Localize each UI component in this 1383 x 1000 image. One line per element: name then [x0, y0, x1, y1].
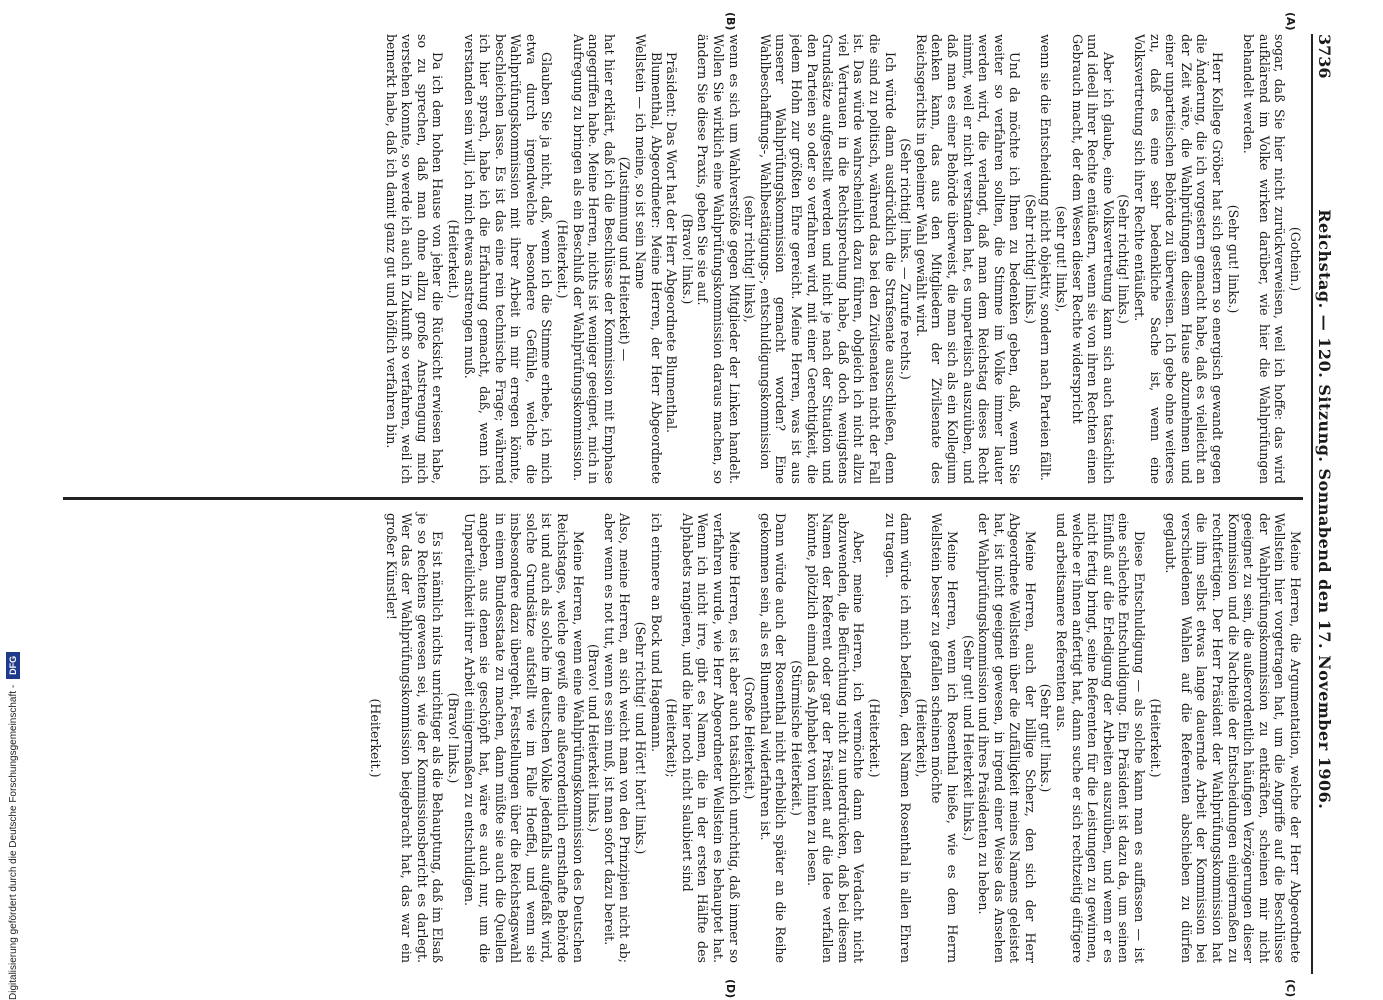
interjection: (sehr gut! links),: [1054, 205, 1070, 313]
left-column: [63, 34, 1303, 493]
page-number: 3736: [1315, 34, 1334, 79]
margin-marker-d: (D): [724, 979, 737, 999]
interjection: (Bravo! links.): [679, 213, 695, 305]
interjection: (sehr richtig! links),: [742, 195, 758, 323]
paragraph: Ich würde dann ausdrücklich die Strafsenate ausschließen, denn die sind zu politisch, während das bei den Zivilsenaten nicht der Fall ist. Das würde wahrscheinlich dazu führen, obgleich ich nicht allzu viel Vertrauen in die Rechtsprechung habe, daß doch wenigstens Grundsätze aufgestellt werden und nicht je nach der Situation und den Parteien so oder so verfahren wird, mit einer Gerechtigkeit, die jedem Hohn zur größten Ehre gereicht. Meine Herren, was ist aus unserer Wahlprüfungskommission gemacht worden? Eine Wahlbeschaffungs-, Wahlbestätigungs-, entschuldigungskommission: [757, 34, 898, 484]
interjection: (Sehr gut! links.): [1225, 204, 1241, 314]
paragraph: hat hier erklärt, daß ich die Beschlüsse der Kommission mit Emphase angegriffen habe. Meine Herren, nichts ist weniger geeignet, mich in Aufregung zu bringen als ein Beschluß der Wahlprüfungskommission.: [570, 34, 617, 484]
page-title: Reichstag. — 120. Sitzung. Sonnabend den 17. November 1906.: [1315, 209, 1334, 810]
interjection: (Heiterkeit.): [1147, 698, 1163, 778]
interjection: (Stürmische Heiterkeit.): [789, 660, 804, 816]
paragraph: Aber, meine Herren, ich vermöchte dann den Verdacht nicht abzuwenden, die Befürchtung nicht zu unterdrücken, daß bei diesem Namen der Referent oder gar der Präsident auf die Idee verfallen könnte, plötzlich einmal das Alphabet von hinten zu lesen.: [804, 513, 867, 963]
interjection: (Heiterkeit.): [866, 698, 882, 778]
interjection: (Sehr richtig! und Hört! hört! links.): [633, 621, 649, 855]
paragraph: ich erinnere an Bock und Hagemann.: [648, 513, 664, 752]
paragraph: Glauben Sie ja nicht, daß, wenn ich die Stimme erhebe, ich mich etwa durch irgendwelche besondere Gefühle, welche die Wahlprüfungskommission mit ihrer Arbeit in mir erregen könnte, beschleichen lasse. Es ist das eine rein technische Frage; während ich hier sprach, habe ich die Erfahrung gemacht, daß, wenn ich verstanden sein will, ich mich etwas anstrengen muß.: [461, 34, 555, 484]
margin-marker-c: (C): [1284, 979, 1297, 998]
paragraph: Präsident: Das Wort hat der Herr Abgeordnete Blumenthal.: [664, 52, 680, 433]
dfg-logo: DFG: [6, 652, 20, 679]
text-columns: [63, 34, 1303, 974]
interjection: (Zustimmung und Heiterkeit) —: [617, 156, 633, 362]
paragraph: Und da möchte ich Ihnen zu bedenken geben, daß, wenn Sie weiter so verfahren sollten, die Stimme im Volke immer lauter werden wird, die verlangt, daß man dem Reichstag dieses Recht nimmt, weil er nicht verstanden hat, es unparteiisch auszuüben, und daß man es einer Behörde überweist, die man sich als ein Kollegium denken kann, das aus den Mitgliedern der Zivilsenate des Reichsgerichts in geheimer Wahl gewählt wird.: [913, 34, 1023, 484]
paragraph: wenn sie die Entscheidung nicht objektiv, sondern nach Parteien fällt.: [1038, 34, 1054, 481]
document-page: [47, 12, 1337, 999]
digitization-credit: [6, 652, 20, 1000]
right-column: [63, 504, 1303, 963]
paragraph: wenn es sich um Wahlverstöße gegen Mitglieder der Linken handelt. Wollen Sie wirklich eine Wahlprüfungskommission daraus machen, so ändern Sie diese Praxis, geben Sie sie auf.: [695, 34, 742, 484]
margin-marker-a: (A): [1284, 12, 1297, 31]
interjection: (Bravo! links.): [445, 692, 461, 784]
interjection: (Bravo! und Heiterkeit links.): [586, 643, 602, 833]
interjection: (Sehr gut! und Heiterkeit links.): [960, 634, 976, 842]
margin-marker-b: (B): [724, 12, 737, 31]
paragraph: sogar, daß Sie hier nicht zurückverweisen, weil ich hoffe: das wird aufklärend im Volke wirken darüber, wie hier die Wahlprüfungen behandelt werden.: [1241, 34, 1288, 484]
interjection: (Sehr richtig! links. — Zurufe rechts.): [898, 138, 914, 380]
paragraph: Herr Kollege Gröber hat sich gestern so energisch gewandt gegen die Änderung, die ich vorgestern gemacht habe, daß es vielleicht an der Zeit wäre, die Wahlprüfungen diesem Hause abzunehmen und einer unparteiischen Behörde zu überweisen. Ich gebe ohne weiteres zu, daß es eine sehr bedenkliche Sache ist, wenn eine Volksvertretung sich ihrer Rechte entäußert.: [1132, 34, 1226, 484]
paragraph: dann würde ich mich befleißen, den Namen Rosenthal in allen Ehren zu tragen.: [882, 513, 914, 963]
paragraph: Meine Herren, wenn eine Wahlprüfungskommission des Deutschen Reichstages, welche gewiß eine außerordentlich ernsthafte Behörde ist und auch als solche im deutschen Volke jedenfalls aufgefaßt wird, solche Grundsätze aufstellt wie im Falle Hoeffel, und wenn sie insbesondere dazu übergeht, Feststellungen über die Reichstagswahl in einem Bundesstaate zu machen, dann müßte sie auch die Quellen angeben, aus denen sie geschöpft hat, wäre es auch nur, um die Unparteilichkeit ihrer Arbeit einigermaßen zu entschuldigen.: [461, 513, 586, 963]
interjection: (Heiterkeit.): [445, 219, 461, 299]
interjection: (Sehr richtig! links.): [1116, 194, 1132, 324]
interjection: (Große Heiterkeit.): [742, 676, 758, 800]
paragraph: Da ich dem hohen Hause von jeher die Rücksicht erwiesen habe, so zu sprechen, daß man ohne allzu große Anstrengung mich verstehen konnte, so werde ich auch in Zukunft so verfahren, weil ich bemerkt habe, daß ich damit ganz gut und höflich verfahren bin.: [383, 34, 446, 484]
paragraph: Aber ich glaube, eine Volksvertretung kann sich auch tatsächlich und ideell ihrer Rechte entäußern, wenn sie von ihren Rechten einen Gebrauch macht, der dem Wesen dieser Rechte widerspricht: [1069, 34, 1116, 484]
interjection: (Gothein.): [1288, 226, 1303, 292]
interjection: (Sehr gut! links.): [1038, 683, 1054, 793]
interjection: (Heiterkeit);: [664, 698, 680, 778]
paragraph: Diese Entschuldigung — als solche kann man es auffassen — ist eine schlechte Entschuldigung. Ein Präsident ist dazu da, um seinen Einfluß auf die Erledigung der Arbeiten auszuüben, und wenn er es nicht fertig bringt, seine Referenten für die Leistungen zu gewinnen, welche er ihnen anfertigt hat, dann suche er sich rechtzeitig eifrigere und arbeitsamere Referenten aus.: [1054, 513, 1148, 963]
column-divider: [63, 497, 1303, 500]
interjection: (Sehr richtig! links.): [1022, 194, 1038, 324]
paragraph: Dann würde auch der Rosenthal nicht erheblich später an die Reihe gekommen sein, als es Blumenthal widerfahren ist.: [757, 513, 789, 963]
interjection: (Heiterkeit),: [913, 698, 929, 778]
paragraph: Meine Herren, wenn ich Rosenthal hieße, wie es dem Herrn Wellstein besser zu gefallen scheinen möchte: [929, 513, 960, 963]
paragraph: Blumenthal, Abgeordneter: Meine Herren, der Herr Abgeordnete Wellstein — ich meine, so ist sein Name: [633, 34, 664, 484]
paragraph: Meine Herren, auch der billige Scherz, den sich der Herr Abgeordnete Wellstein über die Zufälligkeit meines Namens geleistet hat, ist nicht geeignet gewesen, in irgend einer Weise das Ansehen der Wahlprüfungskommission und ihres Präsidenten zu heben.: [976, 513, 1038, 963]
paragraph: Es ist nämlich nichts unrichtiger als die Behauptung, daß im Elsaß je so Rechtens gewesen sei, wie der Kommissionsbericht es darlegt. Wer das der Wahlprüfungskommission beigebracht hat, das war ein großer Künstler!: [383, 513, 446, 963]
credit-text: Digitalisierung gefördert durch die Deutsche Forschungsgemeinschaft -: [7, 684, 19, 1000]
page-header: [1311, 34, 1337, 974]
paragraph: Also, meine Herren, an sich weicht man von den Prinzipien nicht ab; aber wenn es not tut, wenn es sein muß, ist man sofort dazu bereit.: [601, 513, 633, 963]
interjection: (Heiterkeit.): [555, 219, 571, 299]
paragraph: Meine Herren, die Argumentation, welche der Herr Abgeordnete Wellstein hier vorgetragen hat, um die Angriffe auf die Beschlüsse der Wahlprüfungskommission zu entkräften, scheinen mir nicht geeignet zu sein, die außerordentlich häufigen Verzögerungen dieser Kommission und die Nachteile der Entscheidungen einigermaßen zu rechtfertigen. Der Herr Präsident der Wahlprüfungskommission hat die ihm selbst etwas lange dauernde Arbeit der Kommission bei verschiedenen Wahlen auf die Referenten abschieben zu dürfen geglaubt.: [1163, 513, 1303, 963]
paragraph: Meine Herren, es ist aber auch tatsächlich unrichtig, daß immer so verfahren wurde, wie Herr Abgeordneter Wellstein es behauptet hat. Wenn ich nicht irre, gibt es Namen, die in der ersten Hälfte des Alphabets rangieren, und die hier noch nicht slaubiert sind: [679, 513, 742, 963]
interjection: (Heiterkeit.): [367, 698, 383, 778]
